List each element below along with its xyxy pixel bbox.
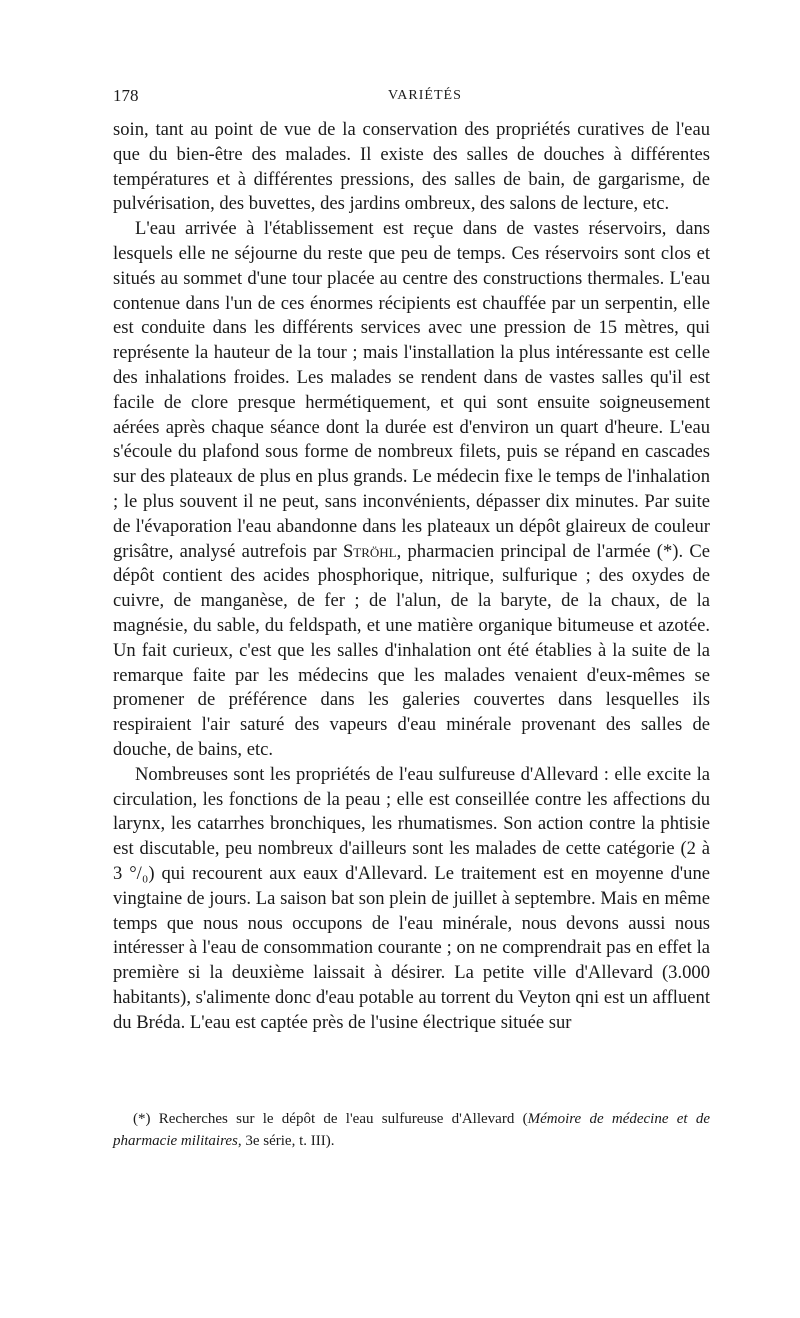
- footnote-title: Mémoire de médecine et de pharmacie militaires: [113, 1111, 710, 1149]
- footnote-text-after: , 3e série, t. III).: [237, 1133, 335, 1149]
- paragraph-2: [113, 217, 710, 763]
- footnote-text: (*) Recherches sur le dépôt de l'eau sulfureuse d'Allevard (: [133, 1111, 528, 1127]
- footnote: [113, 1108, 710, 1152]
- running-head: VARIÉTÉS: [388, 88, 462, 103]
- paragraph-2-text: L'eau arrivée à l'établissement est reçue dans de vastes réservoirs, dans lesquels elle ne séjourne du reste que peu de temps. Ces réservoirs sont clos et situés au sommet d'une tour placée au centre des constructions thermales. L'eau contenue dans l'un de ces énormes récipients est chauffée par un serpentin, elle est conduite dans les différents services avec une pression de 15 mètres, qui représente la hauteur de la tour ; mais l'installation la plus intéressante est celle des inhalations froides. Les malades se rendent dans de vastes salles qu'il est facile de clore presque hermétiquement, et qui sont ensuite soigneusement aérées après chaque séance dont la durée est d'environ un quart d'heure. L'eau s'écoule du plafond sous forme de nombreux filets, puis se répand en cascades sur des plateaux de plus en plus grands. Le médecin fixe le temps de l'inhalation ; le plus souvent il ne peut, sans inconvénients, dépasser dix minutes. Par suite de l'évaporation l'eau abandonne dans les plateaux un dépôt glaireux de couleur grisâtre, analysé autrefois par: [113, 218, 710, 562]
- page-number: 178: [113, 86, 139, 105]
- body-text: [113, 118, 710, 1035]
- paragraph-3: Nombreuses sont les propriétés de l'eau sulfureuse d'Allevard : elle excite la circulation, les fonctions de la peau ; elle est conseillée contre les affections du larynx, les catarrhes bronchiques, les rhumatismes. Son action contre la phtisie est discutable, peu nombreux d'ailleurs sont les malades de cette catégorie (2 à 3 °/₀) qui recourent aux eaux d'Allevard. Le traitement est en moyenne d'une vingtaine de jours. La saison bat son plein de juillet à septembre. Mais en même temps que nous nous occupons de l'eau minérale, nous devons aussi nous intéresser à l'eau de consommation courante ; on ne comprendrait pas en effet la première si la deuxième laissait à désirer. La petite ville d'Allevard (3.000 habitants), s'alimente donc d'eau potable au torrent du Veyton qni est un affluent du Bréda. L'eau est captée près de l'usine électrique située sur: [113, 763, 710, 1033]
- author-name: Ströhl: [342, 540, 397, 562]
- paragraph-1: soin, tant au point de vue de la conservation des propriétés curatives de l'eau que du bien-être des malades. Il existe des salles de douches à différentes températures et à différentes pressions, des salles de bain, de gargarisme, de pulvérisation, des buvettes, des jardins ombreux, des salons de lecture, etc.: [113, 119, 710, 215]
- paragraph-2-text-after: , pharmacien principal de l'armée (*). Ce dépôt contient des acides phosphorique, nitrique, sulfurique ; des oxydes de cuivre, de manganèse, de fer ; de l'alun, de la baryte, de la chaux, de la magnésie, du sable, du feldspath, et une matière organique bitumeuse et azotée. Un fait curieux, c'est que les salles d'inhalation ont été établies à la suite de la remarque faite par les médecins que les malades venaient d'eux-mêmes se promener de préférence dans les galeries couvertes dans lesquelles ils respiraient l'air saturé des vapeurs d'eau minérale provenant des salles de douche, de bains, etc.: [113, 540, 710, 760]
